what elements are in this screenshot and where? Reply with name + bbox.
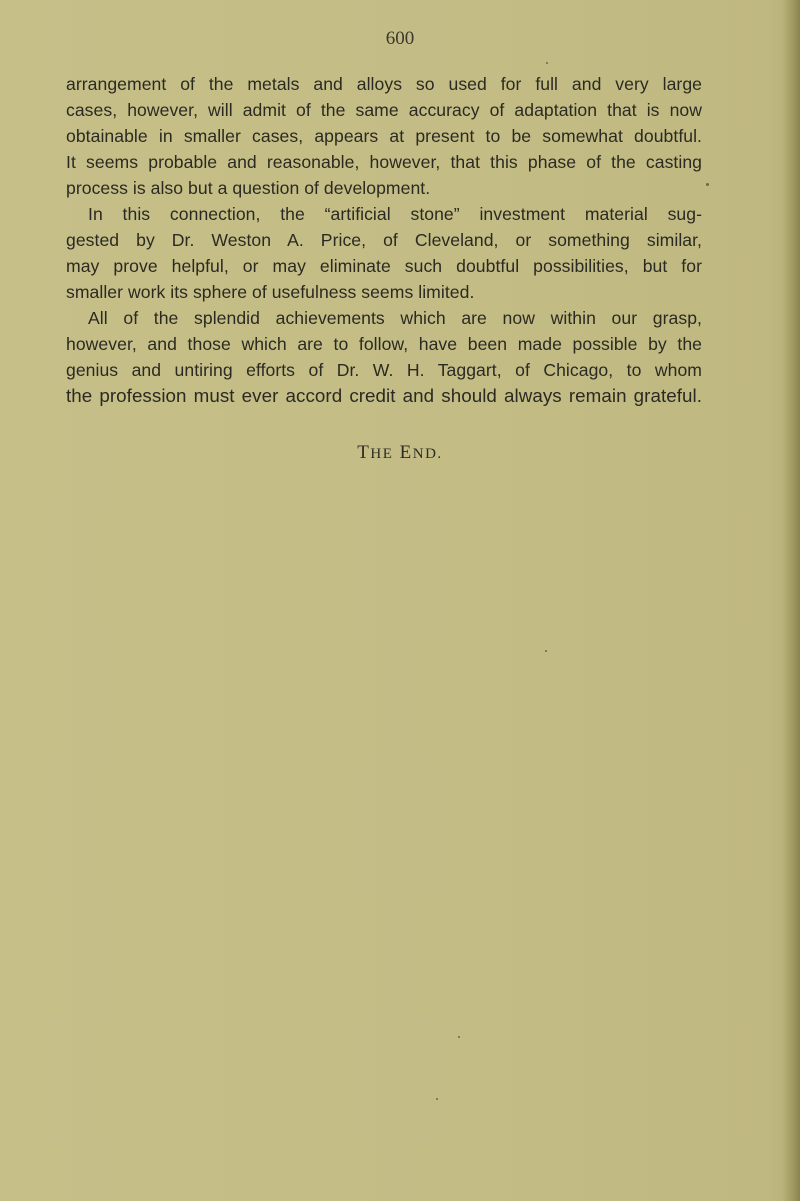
page-number: 600 xyxy=(385,28,415,49)
text-line-12: genius and untiring efforts of Dr. W. H. Taggart, of Chicago, to whom xyxy=(66,360,702,380)
the-end-nd: ND. xyxy=(412,446,443,462)
the-end-heading xyxy=(0,442,800,464)
paper-speck xyxy=(545,650,547,652)
text-line-2: cases, however, will admit of the same accuracy of adaptation that is now xyxy=(66,100,702,120)
text-line-4: It seems probable and reasonable, however, that this phase of the casting xyxy=(66,152,702,172)
page-edge-shadow xyxy=(782,0,800,1201)
text-line-10: All of the splendid achievements which are now within our grasp, xyxy=(88,308,702,328)
text-line-6: In this connection, the “artificial stone” investment material sug- xyxy=(88,204,702,224)
the-end-e: E xyxy=(399,442,413,463)
text-line-7: gested by Dr. Weston A. Price, of Cleveland, or something similar, xyxy=(66,230,702,250)
the-end-t: T xyxy=(357,442,371,463)
the-end-he: HE xyxy=(370,446,394,462)
text-line-3: obtainable in smaller cases, appears at present to be somewhat doubtful. xyxy=(66,126,702,146)
paper-speck xyxy=(436,1098,438,1100)
text-line-13: the profession must ever accord credit and should always remain grateful. xyxy=(66,385,702,406)
paper-speck xyxy=(546,62,548,64)
text-line-11: however, and those which are to follow, have been made possible by the xyxy=(66,334,702,354)
text-line-8: may prove helpful, or may eliminate such doubtful possibilities, but for xyxy=(66,256,702,276)
text-line-5: process is also but a question of development. xyxy=(66,178,431,198)
text-line-1: arrangement of the metals and alloys so used for full and very large xyxy=(66,74,702,94)
body-text xyxy=(66,71,702,409)
paper-speck xyxy=(706,183,709,186)
text-line-9: smaller work its sphere of usefulness seems limited. xyxy=(66,282,475,302)
paper-speck xyxy=(458,1036,460,1038)
